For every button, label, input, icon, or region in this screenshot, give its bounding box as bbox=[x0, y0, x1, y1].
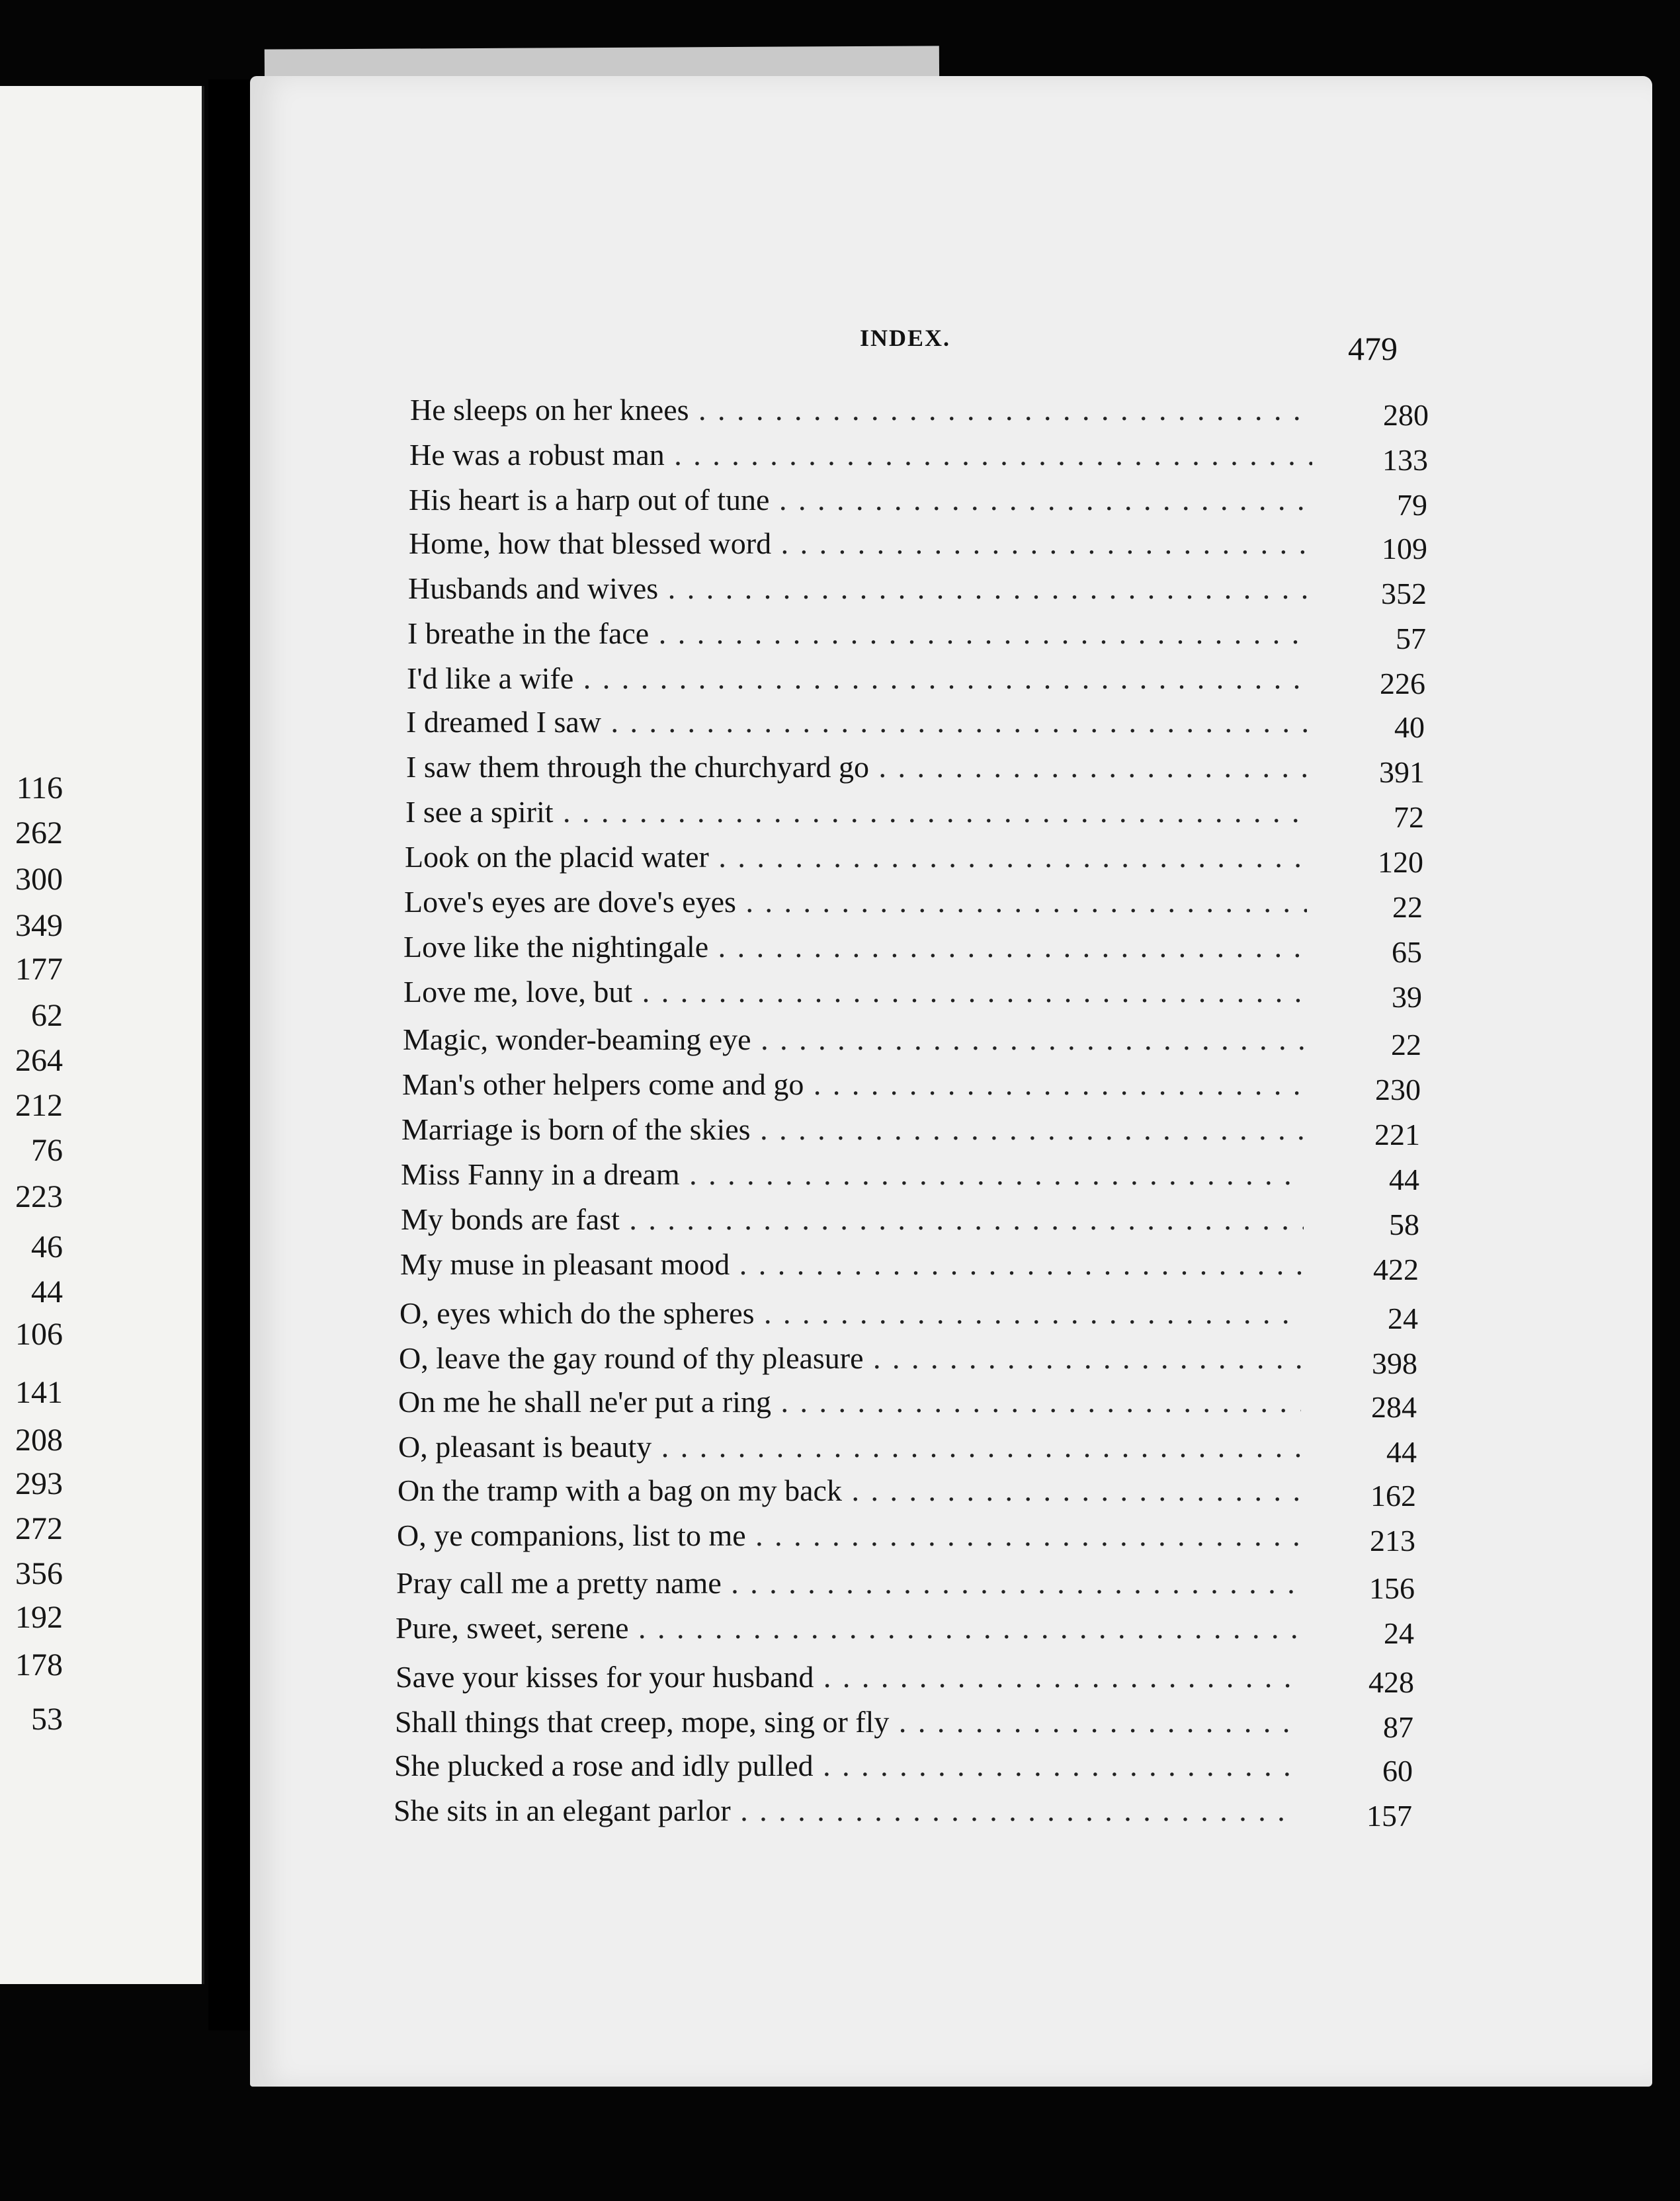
index-entry-page-number: 72 bbox=[1394, 800, 1424, 834]
index-entry-title: O, ye companions, list to me . . . bbox=[397, 1517, 1300, 1554]
index-entry-title: My bonds are fast . . . bbox=[401, 1201, 1304, 1238]
left-page-number: 44 bbox=[31, 1274, 63, 1309]
index-entry-title: Love like the nightingale . . . bbox=[403, 929, 1306, 966]
index-entry-title: I breathe in the face . . . bbox=[407, 615, 1310, 652]
index-entry-title: Save your kisses for your husband . . . bbox=[396, 1659, 1298, 1696]
left-page-number: 76 bbox=[31, 1133, 63, 1168]
index-entry-page-number: 391 bbox=[1379, 755, 1425, 789]
index-entry-title: I'd like a wife . . . bbox=[407, 660, 1310, 697]
index-entry bbox=[403, 929, 1422, 969]
index-entry-page-number: 39 bbox=[1392, 980, 1422, 1014]
index-entry-title: O, leave the gay round of thy pleasure . . . bbox=[399, 1340, 1302, 1377]
index-entry bbox=[402, 1066, 1421, 1106]
index-entry-title: Pray call me a pretty name . . . bbox=[396, 1565, 1299, 1602]
index-entry-page-number: 58 bbox=[1389, 1208, 1419, 1241]
index-entry bbox=[401, 1111, 1420, 1151]
index-entry bbox=[398, 1429, 1417, 1469]
index-entry-title: She sits in an elegant parlor . . . bbox=[394, 1792, 1296, 1829]
index-entry-title: I saw them through the churchyard go . . . bbox=[406, 749, 1309, 786]
index-entry-title: He sleeps on her knees . . . bbox=[410, 392, 1313, 429]
index-entry bbox=[409, 436, 1428, 477]
index-entry-title: Marriage is born of the skies . . . bbox=[401, 1111, 1304, 1148]
index-entry-page-number: 109 bbox=[1382, 532, 1427, 565]
index-entry bbox=[399, 1340, 1417, 1380]
index-entry bbox=[397, 1517, 1415, 1557]
index-entry-page-number: 162 bbox=[1370, 1479, 1416, 1513]
left-page-number: 141 bbox=[15, 1375, 63, 1410]
index-entry bbox=[405, 839, 1423, 879]
index-entry-page-number: 120 bbox=[1378, 845, 1423, 879]
index-entry-page-number: 157 bbox=[1366, 1799, 1412, 1833]
index-entry-page-number: 156 bbox=[1369, 1571, 1415, 1605]
index-entry-page-number: 133 bbox=[1382, 443, 1428, 477]
index-entry-title: Love's eyes are dove's eyes . . . bbox=[404, 884, 1307, 921]
left-page-number: 177 bbox=[15, 952, 63, 987]
index-entry-page-number: 40 bbox=[1394, 710, 1425, 744]
index-entry-title: Man's other helpers come and go . . . bbox=[402, 1066, 1305, 1103]
index-entry-page-number: 221 bbox=[1374, 1118, 1420, 1151]
left-page-number: 300 bbox=[15, 862, 63, 897]
index-entry-title: On the tramp with a bag on my back . . . bbox=[398, 1472, 1300, 1509]
left-page-number: 116 bbox=[16, 770, 63, 806]
index-entry bbox=[404, 884, 1423, 924]
index-entry bbox=[394, 1792, 1412, 1833]
index-entry bbox=[399, 1295, 1418, 1335]
index-entry bbox=[394, 1747, 1413, 1788]
index-entry-title: Pure, sweet, serene . . . bbox=[396, 1610, 1298, 1647]
index-entry-title: O, pleasant is beauty . . . bbox=[398, 1429, 1301, 1466]
page-number: 479 bbox=[1348, 330, 1398, 367]
left-page-number: 293 bbox=[15, 1466, 63, 1501]
index-entry-title: Husbands and wives . . . bbox=[408, 570, 1311, 607]
index-entry-page-number: 428 bbox=[1368, 1665, 1414, 1699]
index-entry-page-number: 280 bbox=[1383, 398, 1429, 432]
index-entry-title: I see a spirit . . . bbox=[405, 794, 1308, 831]
index-entry bbox=[403, 1021, 1421, 1061]
index-entry-page-number: 24 bbox=[1388, 1302, 1418, 1335]
index-entry-page-number: 22 bbox=[1391, 1028, 1421, 1061]
index-entry bbox=[406, 704, 1425, 744]
index-entry-title: She plucked a rose and idly pulled . . . bbox=[394, 1747, 1297, 1784]
index-entry-page-number: 87 bbox=[1383, 1710, 1413, 1744]
index-entry-title: Miss Fanny in a dream . . . bbox=[401, 1156, 1304, 1193]
index-entry bbox=[396, 1565, 1415, 1605]
index-entry bbox=[408, 570, 1427, 610]
left-page-number: 178 bbox=[15, 1647, 63, 1682]
index-entry bbox=[401, 1156, 1419, 1196]
index-entry-page-number: 226 bbox=[1380, 667, 1425, 700]
index-entry bbox=[401, 1201, 1419, 1241]
index-entry bbox=[398, 1472, 1416, 1513]
index-entry-title: Magic, wonder-beaming eye . . . bbox=[403, 1021, 1306, 1058]
left-page-number: 46 bbox=[31, 1229, 63, 1265]
index-entry-title: O, eyes which do the spheres . . . bbox=[399, 1295, 1302, 1332]
index-entry bbox=[410, 392, 1429, 432]
index-entry-title: His heart is a harp out of tune . . . bbox=[409, 481, 1312, 519]
left-page-number: 53 bbox=[31, 1702, 63, 1737]
index-entry-page-number: 57 bbox=[1396, 622, 1426, 655]
index-entry-page-number: 213 bbox=[1370, 1524, 1415, 1557]
index-entry-page-number: 352 bbox=[1381, 577, 1427, 610]
index-entry-title: Home, how that blessed word . . . bbox=[409, 525, 1312, 562]
left-page-number: 212 bbox=[15, 1088, 63, 1123]
left-page-number: 192 bbox=[15, 1600, 63, 1635]
index-entry-title: My muse in pleasant mood . . . bbox=[400, 1246, 1303, 1283]
left-page-number: 272 bbox=[15, 1511, 63, 1546]
index-entry-page-number: 24 bbox=[1384, 1616, 1414, 1650]
index-entry-page-number: 230 bbox=[1375, 1073, 1421, 1106]
index-entry bbox=[395, 1704, 1413, 1744]
index-entry-title: I dreamed I saw . . . bbox=[406, 704, 1309, 741]
index-entry bbox=[400, 1246, 1419, 1286]
left-page-number: 264 bbox=[15, 1043, 63, 1078]
index-entry-page-number: 60 bbox=[1382, 1754, 1413, 1788]
index-entry-title: Look on the placid water . . . bbox=[405, 839, 1308, 876]
left-page-number: 106 bbox=[15, 1317, 63, 1352]
index-entry bbox=[409, 481, 1427, 522]
index-entry bbox=[396, 1659, 1414, 1699]
left-page-number: 262 bbox=[15, 815, 63, 851]
page-title: INDEX. bbox=[860, 325, 951, 351]
index-entry bbox=[396, 1610, 1414, 1650]
index-entry-page-number: 284 bbox=[1371, 1390, 1417, 1424]
index-entry-title: He was a robust man . . . bbox=[409, 436, 1312, 474]
index-entry-page-number: 22 bbox=[1392, 890, 1423, 924]
index-entry bbox=[398, 1384, 1417, 1424]
index-entry bbox=[407, 660, 1425, 700]
index-entry bbox=[409, 525, 1427, 565]
index-entry-page-number: 79 bbox=[1397, 488, 1427, 522]
left-page-number: 356 bbox=[15, 1556, 63, 1591]
left-page bbox=[0, 86, 204, 1984]
index-entry-page-number: 44 bbox=[1389, 1163, 1419, 1196]
left-page-number: 62 bbox=[31, 998, 63, 1033]
index-entry-title: On me he shall ne'er put a ring . . . bbox=[398, 1384, 1301, 1421]
index-entry-title: Shall things that creep, mope, sing or fly . . . bbox=[395, 1704, 1298, 1741]
index-entry-page-number: 44 bbox=[1386, 1435, 1417, 1469]
index-entry-page-number: 398 bbox=[1372, 1347, 1417, 1380]
index-entry bbox=[405, 794, 1424, 834]
index-entry-page-number: 422 bbox=[1373, 1253, 1419, 1286]
left-page-number: 208 bbox=[15, 1423, 63, 1458]
index-entry-title: Love me, love, but . . . bbox=[403, 974, 1306, 1011]
index-entry bbox=[407, 615, 1426, 655]
left-page-number: 349 bbox=[15, 908, 63, 943]
index-entry bbox=[403, 974, 1422, 1014]
index-entry bbox=[406, 749, 1425, 789]
index-entry-page-number: 65 bbox=[1392, 935, 1422, 969]
left-page-number: 223 bbox=[15, 1179, 63, 1214]
